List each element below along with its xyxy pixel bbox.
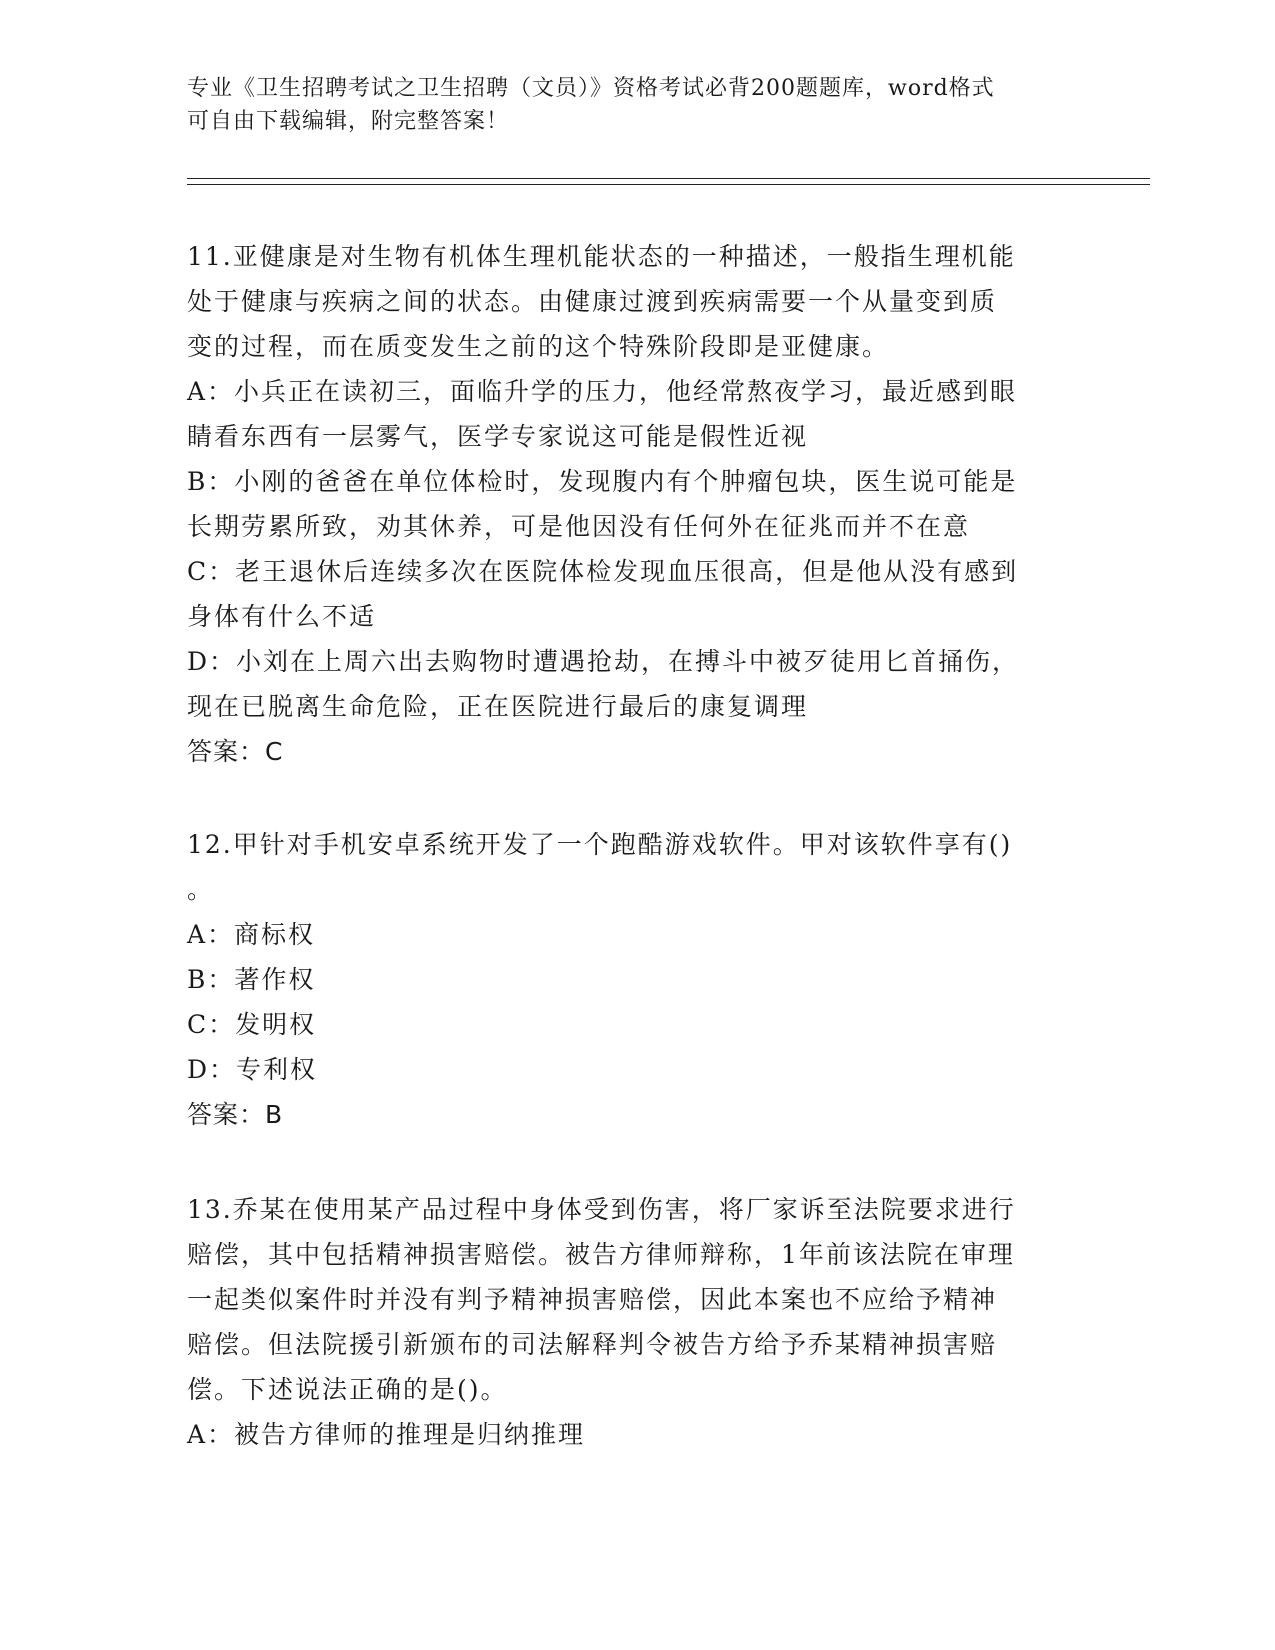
question-11-option-a: A：小兵正在读初三，面临升学的压力，他经常熬夜学习，最近感到眼 [187,377,1018,406]
question-12 [187,822,1087,1137]
document-header [187,72,1087,138]
question-13-option-a: A：被告方律师的推理是归纳推理 [187,1420,586,1449]
question-12-option-c: C：发明权 [187,1010,317,1039]
question-11-stem-line: 处于健康与疾病之间的状态。由健康过渡到疾病需要一个从量变到质 [187,287,998,316]
question-13-stem-line: 赔偿，其中包括精神损害赔偿。被告方律师辩称，1年前该法院在审理 [187,1240,1015,1269]
question-11 [187,234,1087,774]
question-11-answer: 答案：C [187,737,284,766]
question-13 [187,1187,1087,1457]
question-12-option-d: D：专利权 [187,1055,318,1084]
question-12-stem-line: 12.甲针对手机安卓系统开发了一个跑酷游戏软件。甲对该软件享有() [187,830,1013,859]
header-divider-top [187,178,1150,179]
header-divider-bottom [187,184,1150,185]
header-title-line-2: 可自由下载编辑，附完整答案！ [187,109,510,134]
question-11-option-b: B：小刚的爸爸在单位体检时，发现腹内有个肿瘤包块，医生说可能是 [187,467,1018,496]
question-11-option-b: 长期劳累所致，劝其休养，可是他因没有任何外在征兆而并不在意 [187,512,971,541]
question-11-option-c: C：老王退休后连续多次在医院体检发现血压很高，但是他从没有感到 [187,557,1019,586]
question-13-stem-line: 偿。下述说法正确的是()。 [187,1375,508,1404]
question-13-stem-line: 一起类似案件时并没有判予精神损害赔偿，因此本案也不应给予精神 [187,1285,998,1314]
header-title-line-1: 专业《卫生招聘考试之卫生招聘（文员）》资格考试必背200题题库，word格式 [187,76,995,101]
question-11-option-a: 睛看东西有一层雾气，医学专家说这可能是假性近视 [187,422,809,451]
question-11-option-c: 身体有什么不适 [187,602,377,631]
question-11-stem-line: 变的过程，而在质变发生之前的这个特殊阶段即是亚健康。 [187,332,890,361]
question-12-option-b: B：著作权 [187,965,316,994]
question-13-stem-line: 13.乔某在使用某产品过程中身体受到伤害，将厂家诉至法院要求进行 [187,1195,1016,1224]
question-11-option-d: D：小刘在上周六出去购物时遭遇抢劫，在搏斗中被歹徒用匕首捅伤， [187,647,1020,676]
question-11-option-d: 现在已脱离生命危险，正在医院进行最后的康复调理 [187,692,809,721]
question-12-stem-line: 。 [187,875,215,904]
question-11-stem-line: 11.亚健康是对生物有机体生理机能状态的一种描述，一般指生理机能 [187,242,1016,271]
question-12-answer: 答案：B [187,1100,284,1129]
question-13-stem-line: 赔偿。但法院援引新颁布的司法解释判令被告方给予乔某精神损害赔 [187,1330,998,1359]
question-12-option-a: A：商标权 [187,920,316,949]
